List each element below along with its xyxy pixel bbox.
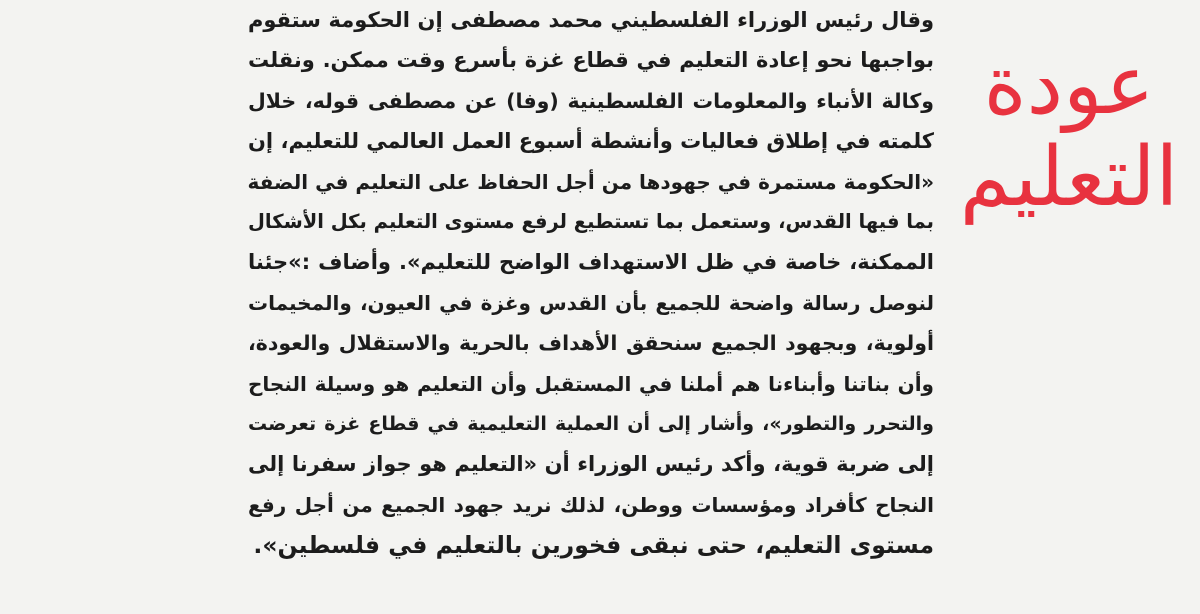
article-line: أولوية، وبجهود الجميع سنحقق الأهداف بالحرية والاستقلال والعودة، [248, 331, 934, 356]
article-line: كلمته في إطلاق فعاليات وأنشطة أسبوع العمل العالمي للتعليم، إن [248, 129, 934, 154]
headline-line-1: عودة [983, 38, 1155, 133]
article-line: «الحكومة مستمرة في جهودها من أجل الحفاظ على التعليم في الضفة [248, 169, 934, 194]
article-line: وأن بناتنا وأبناءنا هم أملنا في المستقبل وأن التعليم هو وسيلة النجاح [248, 371, 934, 396]
article-line: بواجبها نحو إعادة التعليم في قطاع غزة بأسرع وقت ممكن. ونقلت [248, 48, 934, 73]
article-line: والتحرر والتطور»، وأشار إلى أن العملية التعليمية في قطاع غزة تعرضت [248, 413, 934, 436]
article-line: بما فيها القدس، وستعمل بما تستطيع لرفع مستوى التعليم بكل الأشكال [248, 210, 934, 234]
article-line: النجاح كأفراد ومؤسسات ووطن، لذلك نريد جهود الجميع من أجل رفع [248, 492, 934, 517]
article-line: لنوصل رسالة واضحة للجميع بأن القدس وغزة في العيون، والمخيمات [248, 290, 934, 315]
article-line: وكالة الأنباء والمعلومات الفلسطينية (وفا) عن مصطفى قوله، خلال [248, 88, 934, 113]
headline-line-2: التعليم [959, 130, 1179, 225]
article-body [248, 0, 934, 614]
article-line: وقال رئيس الوزراء الفلسطيني محمد مصطفى إن الحكومة ستقوم [248, 8, 934, 32]
headline [938, 40, 1200, 224]
article-line: إلى ضربة قوية، وأكد رئيس الوزراء أن «التعليم هو جواز سفرنا إلى [248, 452, 934, 477]
article-line: مستوى التعليم، حتى نبقى فخورين بالتعليم في فلسطين». [253, 531, 934, 560]
article-line: الممكنة، خاصة في ظل الاستهداف الواضح للتعليم». وأضاف :»جئنا [248, 250, 934, 275]
